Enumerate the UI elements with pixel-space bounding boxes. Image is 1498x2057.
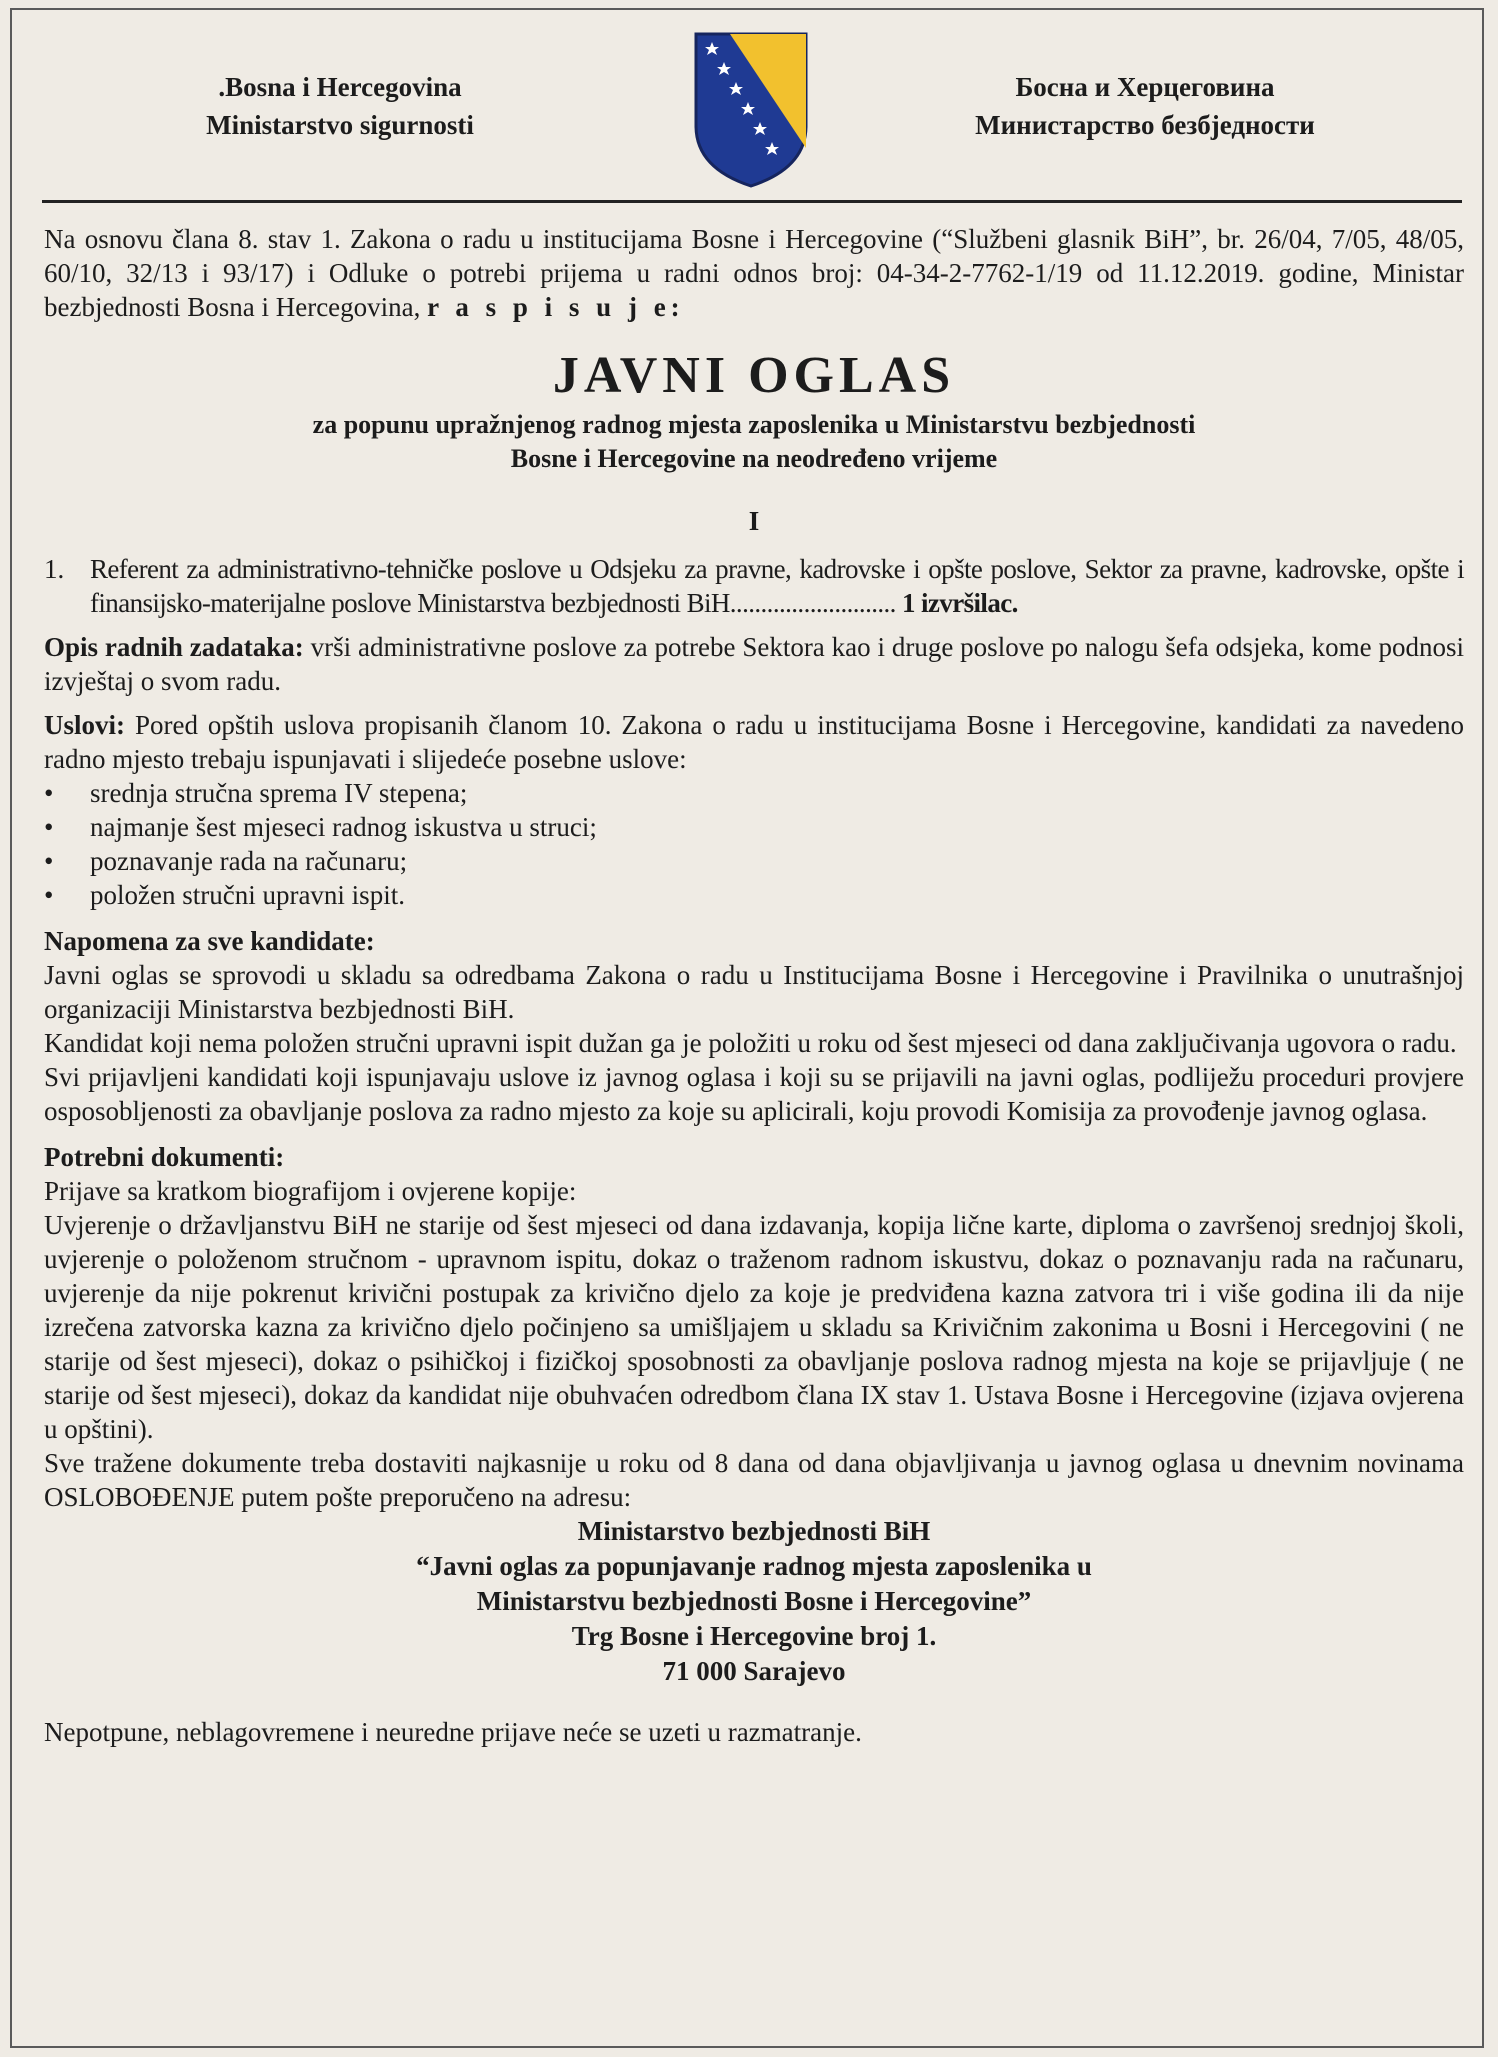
- conditions-list: [44, 776, 1464, 912]
- ministry-name-latin: Ministarstvo sigurnosti: [206, 110, 474, 140]
- note-paragraph: Svi prijavljeni kandidati koji ispunjavaju uslove iz javnog oglasa i koji su se prijavili na javni oglas, podliježu proceduri provjere osposobljenosti za obavljanje poslova za radno mjesto za koje su aplicirali, koju provodi Komisija za provođenje javnog oglasa.: [44, 1062, 1464, 1126]
- conditions-label: Uslovi:: [44, 710, 125, 740]
- position-description: [90, 552, 1464, 620]
- position-count: 1 izvršilac.: [901, 588, 1018, 618]
- duties-paragraph: [44, 630, 1464, 698]
- documents-paragraph: Prijave sa kratkom biografijom i ovjerene kopije:: [44, 1176, 577, 1206]
- header: [0, 0, 1498, 200]
- address-line: Ministarstvo bezbjednosti BiH: [577, 1516, 931, 1546]
- duties-label: Opis radnih zadataka:: [44, 632, 304, 662]
- address-line: “Javni oglas za popunjavanje radnog mjesta zaposlenika u: [416, 1551, 1092, 1581]
- footer-note: Nepotpune, neblagovremene i neuredne prijave neće se uzeti u razmatranje.: [44, 1717, 862, 1747]
- intro-paragraph: [44, 222, 1464, 324]
- ad-body: [44, 222, 1464, 1749]
- intro-text: Na osnovu člana 8. stav 1. Zakona o radu u institucijama Bosne i Hercegovine (“Službeni glasnik BiH”, br. 26/04, 7/05, 48/05, 60/10, 32/13 i 93/17) i Odluke o potrebi prijema u radni odnos broj: 04-34-2-7762-1/19 od 11.12.2019. godine, Ministar bezbjednosti Bosna i Hercegovina,: [44, 224, 1464, 322]
- address-line: Trg Bosne i Hercegovine broj 1.: [571, 1621, 937, 1651]
- header-latin: [150, 68, 530, 144]
- duties-text: vrši administrativne poslove za potrebe Sektora kao i druge poslove po nalogu šefa odsjeka, kome podnosi izvještaj o svom radu.: [44, 632, 1465, 696]
- ad-title: JAVNI OGLAS: [552, 347, 956, 404]
- note-paragraph: Javni oglas se sprovodi u skladu sa odredbama Zakona o radu u Institucijama Bosne i Hercegovine i Pravilnika o unutrašnjoj organizaciji Ministarstva bezbjednosti BiH.: [44, 960, 1464, 1024]
- ad-subtitle-line1: za popunu upražnjenog radnog mjesta zaposlenika u Ministarstvu bezbjednosti: [312, 410, 1196, 439]
- ad-subtitle-line2: Bosne i Hercegovine na neodređeno vrijeme: [510, 444, 998, 473]
- list-item: • srednja stručna sprema IV stepena;: [44, 776, 1464, 810]
- address-line: 71 000 Sarajevo: [662, 1656, 846, 1686]
- list-item: • poznavanje rada na računaru;: [44, 844, 1464, 878]
- intro-spaced-word: r a s p i s u j e:: [427, 292, 685, 322]
- list-item: • položen stručni upravni ispit.: [44, 878, 1464, 912]
- documents-paragraph: Uvjerenje o državljanstvu BiH ne starije od šest mjeseci od dana izdavanja, kopija lične karte, diploma o završenoj srednjoj školi, uvjerenje o položenom stručnom - upravnom ispitu, dokaz o traženom radnom iskustvu, dokaz o poznavanju rada na računaru, uvjerenje da nije pokrenut krivični postupak za krivično djelo za koje je predviđena kazna zatvora tri i više godina ili da nije izrečena zatvorska kazna za krivično djelo počinjeno sa umišljajem u skladu sa Krivičnim zakonima u Bosni i Hercegovini ( ne starije od šest mjeseci), dokaz o psihičkoj i fizičkoj sposobnosti za obavljanje poslova radnog mjesta na koje se prijavljuje ( ne starije od šest mjeseci), dokaz da kandidat nije obuhvaćen odredbom člana IX stav 1. Ustava Bosne i Hercegovine (izjava ovjerena u opštini).: [44, 1210, 1464, 1444]
- header-cyrillic: [930, 68, 1360, 144]
- country-name-latin: .Bosna i Hercegovina: [218, 72, 462, 102]
- conditions-text: Pored opštih uslova propisanih članom 10. Zakona o radu u institucijama Bosne i Hercegovine, kandidati za navedeno radno mjesto trebaju ispunjavati i slijedeće posebne uslove:: [44, 710, 1464, 774]
- note-paragraph: Kandidat koji nema položen stručni upravni ispit dužan ga je položiti u roku od šest mjeseci od dana zaključivanja ugovora o radu.: [44, 1028, 1457, 1058]
- list-item: • najmanje šest mjeseci radnog iskustva u struci;: [44, 810, 1464, 844]
- conditions-paragraph: [44, 708, 1464, 776]
- position-number: 1.: [44, 554, 65, 584]
- position-text: Referent za administrativno-tehničke poslove u Odsjeku za pravne, kadrovske i opšte poslove, Sektor za pravne, kadrovske, opšte i finansijsko-materijalne poslove Ministarstva bezbjednosti BiH...........................: [90, 554, 1464, 618]
- mailing-address: [44, 1514, 1464, 1689]
- country-name-cyrillic: Босна и Херцеговина: [1015, 72, 1275, 102]
- ministry-name-cyrillic: Министарство безбједности: [975, 110, 1315, 140]
- bih-coat-of-arms-icon: [690, 30, 812, 190]
- header-divider: [42, 200, 1462, 203]
- position-item: [44, 552, 1464, 620]
- section-number: I: [748, 506, 760, 536]
- address-line: Ministarstvu bezbjednosti Bosne i Hercegovine”: [476, 1586, 1032, 1616]
- documents-heading: Potrebni dokumenti:: [44, 1142, 285, 1172]
- note-heading: Napomena za sve kandidate:: [44, 926, 375, 956]
- documents-paragraph: Sve tražene dokumente treba dostaviti najkasnije u roku od 8 dana od dana objavljivanja u javnog oglasa u dnevnim novinama OSLOBOĐENJE putem pošte preporučeno na adresu:: [44, 1448, 1464, 1512]
